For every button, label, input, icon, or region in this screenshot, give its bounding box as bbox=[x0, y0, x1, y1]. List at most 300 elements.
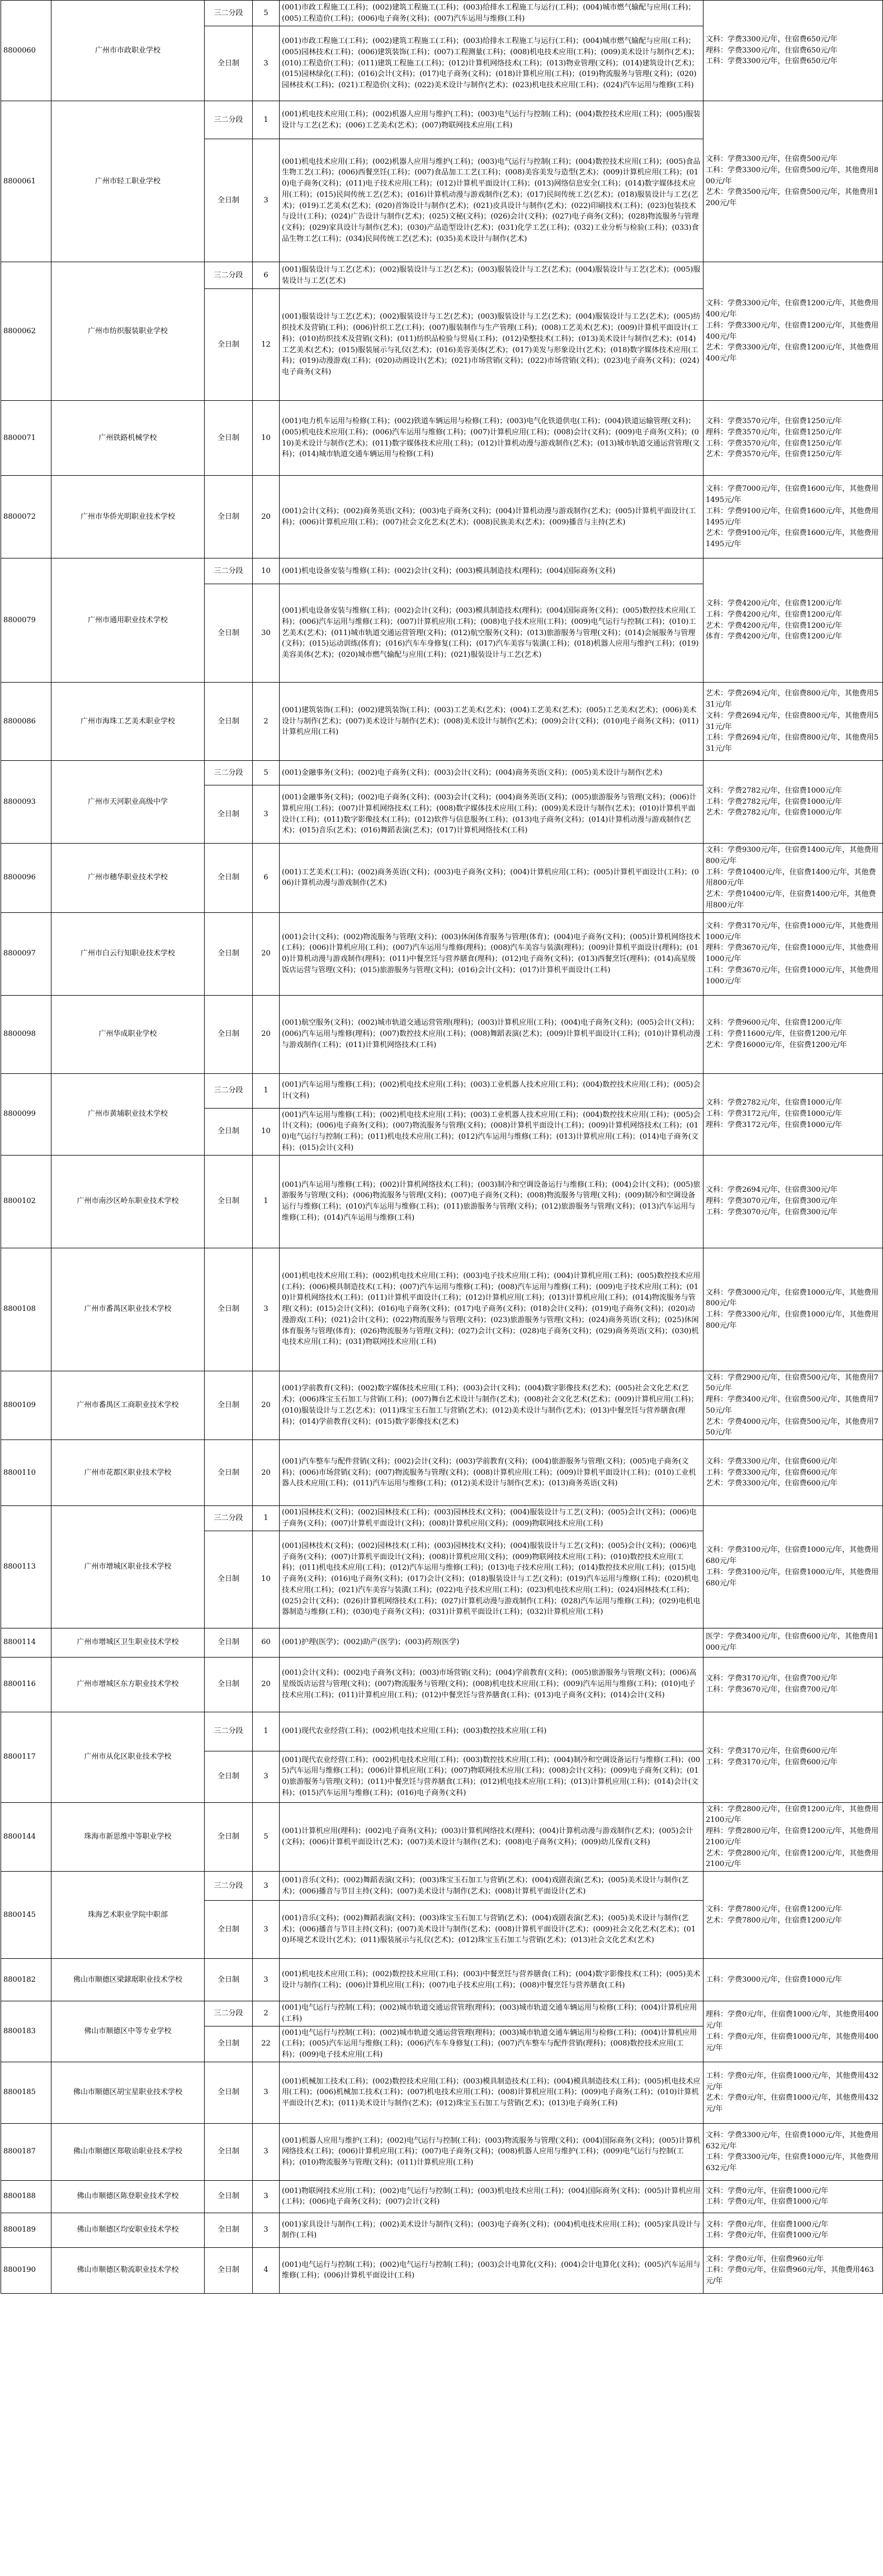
fee-line: 工科：学费3170元/年，住宿费600元/年 bbox=[706, 1758, 838, 1767]
plan-count: 2 bbox=[253, 683, 280, 761]
fee-line: 工科：学费3300元/年，住宿费1200元/年，其他费用400元/年 bbox=[706, 321, 879, 341]
school-code: 8800145 bbox=[1, 1872, 51, 1959]
table-body bbox=[1, 1, 883, 2294]
plan-count: 20 bbox=[253, 1657, 280, 1712]
school-name: 佛山市顺德区勒流职业技术学校 bbox=[51, 2247, 205, 2293]
enrollment-mode: 全日制 bbox=[205, 1901, 253, 1959]
fee-line: 艺术：学费2694元/年，住宿费800元/年，其他费用531元/年 bbox=[706, 689, 879, 709]
school-name: 珠海艺术职业学院中职部 bbox=[51, 1872, 205, 1959]
fee-info bbox=[703, 1712, 883, 1802]
table-row bbox=[1, 995, 883, 1073]
plan-count: 5 bbox=[253, 1802, 280, 1872]
enrollment-mode: 三二分段 bbox=[205, 1073, 253, 1108]
enrollment-mode: 全日制 bbox=[205, 1628, 253, 1657]
enrollment-mode: 全日制 bbox=[205, 2026, 253, 2062]
majors-list: (001)建筑装饰(工科)；(002)建筑装饰(工科)；(003)工艺美术(艺术)；(004)工艺美术(艺术)；(005)工艺美术(艺术)；(006)美术设计与制作(艺术)；(007)美术设计与制作(艺术)；(008)美术设计与制作(艺术)；(009)会计(文科)；(010)电子商务(文科)；(011)计算机应用(工科) bbox=[280, 683, 703, 761]
enrollment-mode: 全日制 bbox=[205, 289, 253, 401]
enrollment-mode: 全日制 bbox=[205, 401, 253, 476]
fee-line: 文科：学费2900元/年，住宿费500元/年，其他费用750元/年 bbox=[706, 1373, 879, 1393]
fee-line: 理科：学费3570元/年，住宿费1250元/年 bbox=[706, 428, 842, 437]
majors-list: (001)机电技术应用(工科)；(002)机器人应用与维护(工科)；(003)电气运行与控制(工科)；(004)数控技术应用(工科)；(005)服装设计与工艺(艺术)；(006)工艺美术(艺术)；(007)物联网技术应用(工科) bbox=[280, 101, 703, 139]
school-code: 8800098 bbox=[1, 995, 51, 1073]
fee-line: 理科：学费3172元/年，住宿费1000元/年 bbox=[706, 1120, 842, 1129]
school-name: 广州市通用职业技术学校 bbox=[51, 558, 205, 683]
fee-info bbox=[703, 262, 883, 401]
enrollment-mode: 三二分段 bbox=[205, 262, 253, 289]
fee-info bbox=[703, 1248, 883, 1371]
school-code: 8800187 bbox=[1, 2123, 51, 2180]
fee-line: 文科：学费3170元/年，住宿费700元/年 bbox=[706, 1674, 838, 1683]
school-code: 8800188 bbox=[1, 2180, 51, 2213]
fee-line: 工科：学费3670元/年，住宿费700元/年 bbox=[706, 1685, 838, 1694]
fee-line: 理科：学费3300元/年，住宿费650元/年 bbox=[706, 46, 838, 55]
school-code: 8800113 bbox=[1, 1506, 51, 1628]
majors-list: (001)金融事务(文科)；(002)电子商务(文科)；(003)会计(文科)；(004)商务英语(文科)；(005)美术设计与制作(艺术) bbox=[280, 761, 703, 785]
majors-list: (001)园林技术(文科)；(002)园林技术(工科)；(003)园林技术(文科)；(004)服装设计与工艺(文科)；(005)会计(文科)；(006)电子商务(文科)；(007)计算机平面设计(文科)；(008)计算机应用(文科)；(009)物联网技术应用(工科)；(010)数控技术应用(工科)；(011)机电技术应用(工科)；(012)汽车运用与维修(工科)；(013)电子技术应用(工科)；(014)数控技术应用(工科)；(015)电子商务(文科)；(016)电子商务(文科)；(017)会计(文科)；(018)服装设计与工艺(文科)；(019)汽车运用与维修(工科)；(020)机电技术应用(工科)；(021)汽车美容与装潢(工科)；(022)电子技术应用(工科)；(023)机电技术应用(工科)；(024)园林技术(工科)；(025)会计(文科)；(026)计算机网络技术(工科)；(027)计算机动漫与游戏制作(工科)；(028)汽车运用与维修(工科)；(029)电机电器制造与维修(工科)；(030)电子商务(文科)；(031)计算机平面设计(工科)；(032)计算机应用(工科) bbox=[280, 1531, 703, 1628]
table-row bbox=[1, 1371, 883, 1440]
fee-line: 工科：学费0元/年，住宿费1000元/年，其他费用400元/年 bbox=[706, 2032, 879, 2052]
table-row bbox=[1, 1, 883, 26]
table-row bbox=[1, 1872, 883, 1901]
school-name: 广州市纺织服装职业学校 bbox=[51, 262, 205, 401]
fee-line: 理科：学费3070元/年，住宿费300元/年 bbox=[706, 1197, 838, 1206]
school-code: 8800109 bbox=[1, 1371, 51, 1440]
majors-list: (001)机电技术应用(工科)；(002)数控技术应用(工科)；(003)中餐烹饪与营养膳食(工科)；(004)数字影像技术(工科)；(005)美术设计与制作(工科)；(006)计算机应用(工科)；(007)电子技术应用(工科)；(008)中餐烹饪与营养膳食(工科) bbox=[280, 1959, 703, 2001]
school-name: 广州市番禺区职业技术学校 bbox=[51, 1248, 205, 1371]
plan-count: 1 bbox=[253, 1073, 280, 1108]
table-row bbox=[1, 1440, 883, 1506]
fee-line: 文科：学费0元/年，住宿费960元/年 bbox=[706, 2255, 824, 2264]
school-code: 8800116 bbox=[1, 1657, 51, 1712]
school-code: 8800071 bbox=[1, 401, 51, 476]
plan-count: 3 bbox=[253, 1959, 280, 2001]
fee-line: 文科：学费3300元/年，住宿费500元/年 bbox=[706, 155, 838, 164]
school-code: 8800185 bbox=[1, 2062, 51, 2123]
fee-line: 医学：学费3400元/年，住宿费600元/年，其他费用1000元/年 bbox=[706, 1632, 879, 1652]
enrollment-mode: 全日制 bbox=[205, 1108, 253, 1155]
fee-line: 艺术：学费3300元/年，住宿费600元/年 bbox=[706, 1479, 838, 1488]
fee-info bbox=[703, 558, 883, 683]
plan-count: 4 bbox=[253, 2247, 280, 2293]
table-row bbox=[1, 1248, 883, 1371]
majors-list: (001)园林技术(文科)；(002)园林技术(工科)；(003)园林技术(文科)；(004)服装设计与工艺(文科)；(005)会计(文科)；(006)电子商务(文科)；(007)计算机平面设计(文科)；(008)计算机应用(文科)；(009)物联网技术应用(工科) bbox=[280, 1506, 703, 1531]
fee-info bbox=[703, 1440, 883, 1506]
school-code: 8800062 bbox=[1, 262, 51, 401]
fee-line: 理科：学费3400元/年，住宿费500元/年，其他费用750元/年 bbox=[706, 1395, 879, 1415]
fee-line: 艺术：学费2782元/年，住宿费1000元/年 bbox=[706, 808, 842, 817]
majors-list: (001)电气运行与控制(工科)；(002)城市轨道交通运营管理(理科)；(003)城市轨道交通车辆运用与检修(工科)；(004)计算机应用(工科) bbox=[280, 2001, 703, 2026]
fee-line: 艺术：学费7800元/年，住宿费1200元/年 bbox=[706, 1916, 842, 1925]
plan-count: 3 bbox=[253, 26, 280, 101]
majors-list: (001)机电设备安装与维修(工科)；(002)会计(文科)；(003)模具制造技术(理科)；(004)国际商务(文科) bbox=[280, 558, 703, 584]
plan-count: 1 bbox=[253, 1155, 280, 1248]
majors-list: (001)音乐(文科)；(002)舞蹈表演(文科)；(003)珠宝玉石加工与营销(艺术)；(004)戏剧表演(艺术)；(005)美术设计与制作(艺术)；(006)播音与节目主持(文科)；(007)美术设计与制作(艺术)；(008)计算机平面设计(艺术) bbox=[280, 1872, 703, 1901]
enrollment-mode: 全日制 bbox=[205, 2213, 253, 2247]
school-code: 8800114 bbox=[1, 1628, 51, 1657]
school-code: 8800072 bbox=[1, 476, 51, 558]
table-row bbox=[1, 2123, 883, 2180]
fee-line: 艺术：学费3300元/年，住宿费1200元/年，其他费用400元/年 bbox=[706, 343, 879, 363]
school-code: 8800086 bbox=[1, 683, 51, 761]
majors-list: (001)市政工程施工(工科)；(002)建筑工程施工(工科)；(003)给排水工程施工与运行(工科)；(004)城市燃气输配与应用(工科)；(005)园林技术(工科)；(006)建筑装饰(工科)；(007)工程测量(工科)；(008)机电技术应用(工科)；(009)美术设计与制作(艺术)；(010)工程造价(工科)；(011)建筑工程施工(工科)；(012)计算机网络技术(工科)；(013)物业管理(文科)；(014)建筑设计(艺术)；(015)园林绿化(工科)；(016)会计(文科)；(017)电子商务(文科)；(018)计算机应用(工科)；(019)物流服务与管理(文科)；(020)园林技术(工科)；(021)工程造价(文科)；(022)美术设计与制作(艺术)；(023)机电技术应用(工科)；(024)汽车运用与维修(工科) bbox=[280, 26, 703, 101]
enrollment-mode: 全日制 bbox=[205, 2123, 253, 2180]
fee-line: 工科：学费0元/年，住宿费1000元/年 bbox=[706, 2198, 829, 2206]
school-code: 8800117 bbox=[1, 1712, 51, 1802]
table-row bbox=[1, 761, 883, 785]
majors-list: (001)汽车运用与维修(工科)；(002)机电技术应用(工科)；(003)工业机器人技术应用(工科)；(004)数控技术应用(工科)；(005)会计(文科) bbox=[280, 1073, 703, 1108]
majors-list: (001)航空服务(文科)；(002)城市轨道交通运营管理(理科)；(003)计算机应用(工科)；(004)电子商务(文科)；(005)会计(文科)；(006)汽车运用与维修(理科)；(007)数控技术应用(工科)；(008)舞蹈表演(艺术)；(009)计算机平面设计(工科)；(010)计算机动漫与游戏制作(工科)；(011)计算机网络技术(工科) bbox=[280, 995, 703, 1073]
school-name: 广州华成职业学校 bbox=[51, 995, 205, 1073]
fee-info bbox=[703, 1657, 883, 1712]
fee-line: 艺术：学费3500元/年，住宿费500元/年，其他费用1200元/年 bbox=[706, 188, 879, 208]
fee-line: 工科：学费3300元/年，住宿费500元/年，其他费用800元/年 bbox=[706, 165, 879, 186]
table-row bbox=[1, 844, 883, 913]
fee-line: 文科：学费3300元/年，住宿费650元/年 bbox=[706, 35, 838, 44]
majors-list: (001)机械加工技术(工科)；(002)数控技术应用(工科)；(003)模具制造技术(工科)；(004)模具制造技术(工科)；(005)机电技术应用(工科)；(006)机械加工技术(工科)；(007)机电技术应用(工科)；(008)计算机应用(工科)；(009)电子商务(工科)；(010)计算机平面设计(艺术)；(011)美术设计与制作(艺术)；(012)珠宝玉石加工与营销(艺术)；(013)电子商务(工科) bbox=[280, 2062, 703, 2123]
fee-line: 文科：学费3300元/年，住宿费1000元/年，其他费用632元/年 bbox=[706, 2130, 879, 2151]
fee-info bbox=[703, 1371, 883, 1440]
enrollment-mode: 全日制 bbox=[205, 584, 253, 683]
majors-list: (001)服装设计与工艺(艺术)；(002)服装设计与工艺(艺术)；(003)服装设计与工艺(艺术)；(004)服装设计与工艺(艺术)；(005)纺织技术及营销(工科)；(006)针织工艺(工科)；(007)服装制作与生产管理(工科)；(008)工艺美术(艺术)；(009)计算机平面设计(工科)；(010)纺织技术及营销(文科)；(011)纺织品检验与贸易(工科)；(012)染整技术(工科)；(013)美术设计与制作(艺术)；(014)工艺美术(艺术)；(015)服装展示与礼仪(艺术)；(016)美容美体(艺术)；(017)美发与形象设计(艺术)；(018)数字媒体技术应用(工科)；(019)动漫游戏(工科)；(020)动画设计(艺术)；(021)市场营销(文科)；(022)市场营销(文科)；(023)电子商务(文科)；(024)电子商务(文科) bbox=[280, 289, 703, 401]
plan-count: 6 bbox=[253, 262, 280, 289]
fee-line: 艺术：学费9100元/年，住宿费1600元/年，其他费用1495元/年 bbox=[706, 529, 879, 548]
plan-count: 12 bbox=[253, 289, 280, 401]
majors-list: (001)学前教育(文科)；(002)数字媒体技术应用(工科)；(003)会计(文科)；(004)数字影像技术(艺术)；(005)社会文化艺术(艺术)；(006)珠宝玉石加工与营销(工科)；(007)舞台艺术设计与制作(艺术)；(008)社会文化艺术(艺术)；(009)计算机应用(工科)；(010)服装设计与工艺(艺术)；(011)珠宝玉石加工与营销(艺术)；(012)美术设计与制作(艺术)；(013)中餐烹饪与营养膳食(理科)；(014)学前教育(文科)；(015)数字影像技术(艺术) bbox=[280, 1371, 703, 1440]
table-row bbox=[1, 1073, 883, 1108]
school-name: 广州市海珠工艺美术职业学校 bbox=[51, 683, 205, 761]
enrollment-mode: 全日制 bbox=[205, 683, 253, 761]
school-code: 8800190 bbox=[1, 2247, 51, 2293]
majors-list: (001)会计(文科)；(002)商务英语(文科)；(003)电子商务(文科)；(004)计算机动漫与游戏制作(艺术)；(005)计算机平面设计(工科)；(006)计算机应用(工科)；(007)社会文化艺术(艺术)；(008)民族美术(艺术)；(009)播音与主持(艺术) bbox=[280, 476, 703, 558]
fee-info bbox=[703, 683, 883, 761]
fee-line: 艺术：学费2800元/年，住宿费1200元/年，其他费用2100元/年 bbox=[706, 1849, 879, 1869]
fee-line: 工科：学费3000元/年，住宿费1000元/年 bbox=[706, 1975, 842, 1984]
enrollment-mode: 三二分段 bbox=[205, 101, 253, 139]
school-name: 佛山市顺德区郑敬诒职业技术学校 bbox=[51, 2123, 205, 2180]
school-name: 珠海市新思维中等职业学校 bbox=[51, 1802, 205, 1872]
fee-line: 艺术：学费16000元/年，住宿费1200元/年 bbox=[706, 1040, 847, 1049]
plan-count: 10 bbox=[253, 1108, 280, 1155]
table-row bbox=[1, 683, 883, 761]
majors-list: (001)电力机车运用与检修(工科)；(002)铁道车辆运用与检修(工科)；(003)电气化铁道供电(工科)；(004)铁道运输管理(文科)；(005)机电技术应用(工科)；(006)汽车运用与维修(工科)；(007)计算机应用(工科)；(008)会计(文科)；(009)电子商务(文科)；(010)美术设计与制作(艺术)；(011)数字媒体技术应用(工科)；(012)计算机动漫与游戏制作(艺术)；(013)城市轨道交通运营管理(文科)；(014)城市轨道交通车辆运用与检修(工科) bbox=[280, 401, 703, 476]
fee-info bbox=[703, 476, 883, 558]
school-code: 8800102 bbox=[1, 1155, 51, 1248]
table-row bbox=[1, 2062, 883, 2123]
fee-line: 工科：学费3070元/年，住宿费300元/年 bbox=[706, 1208, 838, 1216]
plan-count: 10 bbox=[253, 1531, 280, 1628]
majors-list: (001)机器人应用与维护(工科)；(002)电气运行与控制(工科)；(003)物流服务与管理(文科)；(004)国际商务(文科)；(005)计算机网络技术(工科)；(006)计算机应用(工科)；(007)电子商务(文科)；(008)机器人应用与维护(工科)；(009)电气运行与控制(工科)；(010)物流服务与管理(文科)；(011)计算机应用(工科) bbox=[280, 2123, 703, 2180]
fee-info bbox=[703, 401, 883, 476]
fee-info bbox=[703, 2180, 883, 2213]
fee-line: 工科：学费2782元/年，住宿费1000元/年 bbox=[706, 797, 842, 806]
school-code: 8800182 bbox=[1, 1959, 51, 2001]
fee-line: 理科：学费2800元/年，住宿费1200元/年，其他费用2100元/年 bbox=[706, 1827, 879, 1846]
plan-count: 3 bbox=[253, 2180, 280, 2213]
majors-list: (001)物联网技术应用(工科)；(002)电气运行与控制(工科)；(003)机电技术应用(工科)；(004)国际商务(文科)；(005)计算机应用(工科)；(006)电子商务(文科)；(007)会计(文科) bbox=[280, 2180, 703, 2213]
table-row bbox=[1, 1155, 883, 1248]
fee-info bbox=[703, 2062, 883, 2123]
enrollment-mode: 全日制 bbox=[205, 2180, 253, 2213]
fee-line: 文科：学费3170元/年，住宿费600元/年 bbox=[706, 1747, 838, 1756]
school-code: 8800144 bbox=[1, 1802, 51, 1872]
fee-info bbox=[703, 995, 883, 1073]
fee-line: 工科：学费3670元/年，住宿费1000元/年，其他费用1000元/年 bbox=[706, 965, 879, 986]
school-code: 8800099 bbox=[1, 1073, 51, 1155]
enrollment-mode: 全日制 bbox=[205, 1248, 253, 1371]
plan-count: 3 bbox=[253, 2213, 280, 2247]
enrollment-mode: 全日制 bbox=[205, 785, 253, 844]
fee-line: 工科：学费3570元/年，住宿费1250元/年 bbox=[706, 439, 842, 448]
school-code: 8800110 bbox=[1, 1440, 51, 1506]
school-name: 广州市番禺区工商职业技术学校 bbox=[51, 1371, 205, 1440]
plan-count: 3 bbox=[253, 2123, 280, 2180]
fee-line: 文科：学费2800元/年，住宿费1200元/年，其他费用2100元/年 bbox=[706, 1805, 879, 1825]
fee-info bbox=[703, 1872, 883, 1959]
plan-count: 20 bbox=[253, 912, 280, 995]
majors-list: (001)汽车运用与维修(工科)；(002)计算机网络技术(工科)；(003)制冷和空调设备运行与维修(工科)；(004)会计(文科)；(005)旅游服务与管理(文科)；(006)物流服务与管理(文科)；(007)电子商务(文科)；(008)物流服务与管理(文科)；(009)制冷和空调设备运行与维修(工科)；(010)汽车运用与维修(工科)；(011)旅游服务与管理(文科)；(012)旅游服务与管理(文科)；(013)汽车运用与维修(工科)；(014)汽车运用与维修(工科) bbox=[280, 1155, 703, 1248]
enrollment-mode: 三二分段 bbox=[205, 1506, 253, 1531]
majors-list: (001)电气运行与控制(工科)；(002)城市轨道交通运营管理(理科)；(003)城市轨道交通车辆运用与检修(工科)；(004)计算机应用(工科)；(005)汽车运用与维修(工科)；(006)汽车车身修复(工科)；(007)汽车整车与配件营销(理科)；(008)数控技术应用(工科)；(009)电子技术应用(工科) bbox=[280, 2026, 703, 2062]
plan-count: 6 bbox=[253, 844, 280, 913]
enrollment-mode: 全日制 bbox=[205, 1959, 253, 2001]
fee-line: 文科：学费3170元/年，住宿费1000元/年，其他费用1000元/年 bbox=[706, 921, 879, 941]
fee-line: 文科：学费0元/年，住宿费1000元/年 bbox=[706, 2186, 829, 2195]
plan-count: 3 bbox=[253, 139, 280, 262]
school-name: 广州市天河职业高级中学 bbox=[51, 761, 205, 844]
enrollment-mode: 三二分段 bbox=[205, 1, 253, 26]
school-name: 广州市华侨光明职业技术学校 bbox=[51, 476, 205, 558]
enrollment-mode: 全日制 bbox=[205, 912, 253, 995]
majors-list: (001)会计(文科)；(002)物流服务与管理(文科)；(003)休闲体育服务与管理(体育)；(004)电子商务(文科)；(005)计算机网络技术(工科)；(006)计算机应用(工科)；(007)汽车运用与维修(理科)；(008)汽车美容与装潢(理科)；(009)计算机平面设计(理科)；(010)计算机动漫与游戏制作(理科)；(011)中餐烹饪与营养膳食(理科)；(012)电子商务(文科)；(013)西餐烹饪(理科)；(014)高星级饭店运营与管理(文科)；(015)旅游服务与管理(文科)；(016)会计(文科)；(017)计算机平面设计(工科) bbox=[280, 912, 703, 995]
plan-count: 1 bbox=[253, 101, 280, 139]
school-name: 广州市南沙区岭东职业技术学校 bbox=[51, 1155, 205, 1248]
fee-line: 工科：学费0元/年，住宿费1000元/年，其他费用432元/年 bbox=[706, 2071, 879, 2091]
enrollment-mode: 全日制 bbox=[205, 1802, 253, 1872]
majors-list: (001)工艺美术(工科)；(002)商务英语(文科)；(003)电子商务(文科)；(004)计算机应用(工科)；(005)计算机平面设计(工科)；(006)计算机动漫与游戏制作(艺术) bbox=[280, 844, 703, 913]
school-name: 广州市增城区职业技术学校 bbox=[51, 1506, 205, 1628]
table-row bbox=[1, 2247, 883, 2293]
table-row bbox=[1, 2001, 883, 2026]
majors-list: (001)现代农业经营(工科)；(002)机电技术应用(工科)；(003)数控技术应用(工科) bbox=[280, 1712, 703, 1751]
enrollment-mode: 全日制 bbox=[205, 1440, 253, 1506]
fee-line: 文科：学费0元/年，住宿费1000元/年 bbox=[706, 2220, 829, 2229]
majors-list: (001)家具设计与制作(工科)；(002)美术设计与制作(文科)；(003)电子商务(文科)；(004)机电技术应用(工科)；(005)家具设计与制作(工科) bbox=[280, 2213, 703, 2247]
fee-info bbox=[703, 1506, 883, 1628]
fee-line: 工科：学费11600元/年，住宿费1200元/年 bbox=[706, 1030, 847, 1039]
majors-list: (001)服装设计与工艺(艺术)；(002)服装设计与工艺(艺术)；(003)服装设计与工艺(艺术)；(004)服装设计与工艺(艺术)；(005)服装设计与工艺(艺术) bbox=[280, 262, 703, 289]
table-row bbox=[1, 1506, 883, 1531]
plan-count: 10 bbox=[253, 401, 280, 476]
school-name: 广州市增城区东方职业技术学校 bbox=[51, 1657, 205, 1712]
fee-info bbox=[703, 912, 883, 995]
enrollment-mode: 全日制 bbox=[205, 844, 253, 913]
enrollment-mode: 三二分段 bbox=[205, 1872, 253, 1901]
fee-line: 工科：学费3300元/年，住宿费600元/年 bbox=[706, 1468, 838, 1477]
table-row bbox=[1, 476, 883, 558]
majors-list: (001)会计(文科)；(002)电子商务(文科)；(003)市场营销(文科)；(004)学前教育(文科)；(005)旅游服务与管理(文科)；(006)高星级饭店运营与管理(文科)；(007)物流服务与管理(文科)；(008)机电技术应用(工科)；(009)汽车运用与维修(工科)；(010)电子技术应用(工科)；(011)计算机应用(工科)；(012)中餐烹饪与营养膳食(工科)；(013)电子商务(文科)；(014)会计(文科) bbox=[280, 1657, 703, 1712]
school-name: 佛山市顺德区均安职业技术学校 bbox=[51, 2213, 205, 2247]
fee-line: 文科：学费7800元/年，住宿费1200元/年 bbox=[706, 1905, 842, 1914]
fee-line: 艺术：学费10400元/年，住宿费1400元/年，其他费用800元/年 bbox=[706, 890, 876, 910]
school-code: 8800183 bbox=[1, 2001, 51, 2062]
enrollment-mode: 全日制 bbox=[205, 476, 253, 558]
enrollment-mode: 全日制 bbox=[205, 1371, 253, 1440]
plan-count: 1 bbox=[253, 1506, 280, 1531]
fee-info bbox=[703, 1628, 883, 1657]
fee-line: 文科：学费3100元/年，住宿费1000元/年，其他费用680元/年 bbox=[706, 1546, 879, 1565]
majors-list: (001)汽车运用与维修(工科)；(002)机电技术应用(工科)；(003)工业机器人技术应用(工科)；(004)数控技术应用(工科)；(005)会计(文科)；(006)电子商务(文科)；(007)物流服务与管理(文科)；(008)计算机平面设计(工科)；(009)计算机网络技术(工科)；(010)电气运行与控制(工科)；(011)机电技术应用(工科)；(012)汽车运用与维修(工科)；(013)计算机应用(工科)；(014)电子商务(文科)；(015)会计(文科) bbox=[280, 1108, 703, 1155]
school-name: 广州市白云行知职业技术学校 bbox=[51, 912, 205, 995]
school-code: 8800096 bbox=[1, 844, 51, 913]
fee-line: 文科：学费3300元/年，住宿费1200元/年，其他费用400元/年 bbox=[706, 299, 879, 319]
plan-count: 2 bbox=[253, 2001, 280, 2026]
fee-info bbox=[703, 1959, 883, 2001]
school-code: 8800097 bbox=[1, 912, 51, 995]
fee-line: 体育：学费4200元/年，住宿费1200元/年 bbox=[706, 632, 842, 641]
plan-count: 5 bbox=[253, 761, 280, 785]
fee-line: 文科：学费3570元/年，住宿费1250元/年 bbox=[706, 417, 842, 425]
enrollment-mode: 全日制 bbox=[205, 2247, 253, 2293]
school-code: 8800108 bbox=[1, 1248, 51, 1371]
fee-line: 工科：学费3300元/年，住宿费1000元/年，其他费用632元/年 bbox=[706, 2153, 879, 2172]
enrollment-mode: 三二分段 bbox=[205, 558, 253, 584]
table-row bbox=[1, 1712, 883, 1751]
school-name: 广州市增城区卫生职业技术学校 bbox=[51, 1628, 205, 1657]
enrollment-mode: 全日制 bbox=[205, 1657, 253, 1712]
table-row bbox=[1, 401, 883, 476]
plan-count: 5 bbox=[253, 1, 280, 26]
majors-list: (001)金融事务(文科)；(002)电子商务(文科)；(003)会计(文科)；(004)商务英语(文科)；(005)旅游服务与管理(文科)；(006)计算机应用(工科)；(007)计算机网络技术(工科)；(008)数字媒体技术应用(工科)；(009)美术设计与制作(艺术)；(010)计算机平面设计(工科)；(011)数字影像技术(工科)；(012)软件与信息服务(工科)；(013)电子商务(文科)；(014)计算机动漫与游戏制作(艺术)；(015)音乐(艺术)；(016)舞蹈表演(艺术)；(017)计算机网络技术(工科) bbox=[280, 785, 703, 844]
enrollment-mode: 全日制 bbox=[205, 1155, 253, 1248]
plan-count: 22 bbox=[253, 2026, 280, 2062]
majors-list: (001)市政工程施工(工科)；(002)建筑工程施工(工科)；(003)给排水工程施工与运行(工科)；(004)城市燃气输配与应用(工科)；(005)工程造价(工科)；(006)电子商务(文科)；(007)汽车运用与维修(工科) bbox=[280, 1, 703, 26]
enrollment-mode: 三二分段 bbox=[205, 2001, 253, 2026]
enrollment-mode: 全日制 bbox=[205, 1751, 253, 1802]
fee-line: 理科：学费3670元/年，住宿费1000元/年，其他费用1000元/年 bbox=[706, 944, 879, 963]
majors-list: (001)计算机应用(理科)；(002)电子商务(文科)；(003)计算机网络技术(理科)；(004)计算机动漫与游戏制作(艺术)；(005)会计(文科)；(006)计算机平面设计(艺术)；(007)美术设计与制作(艺术)；(008)电子商务(文科)；(009)幼儿保育(文科) bbox=[280, 1802, 703, 1872]
fee-line: 工科：学费3300元/年，住宿费650元/年 bbox=[706, 57, 838, 66]
admissions-table bbox=[1, 0, 883, 2294]
table-row bbox=[1, 558, 883, 584]
table-row bbox=[1, 101, 883, 139]
table-row bbox=[1, 912, 883, 995]
school-name: 佛山市顺德区中等专业学校 bbox=[51, 2001, 205, 2062]
school-name: 广州市轻工职业学校 bbox=[51, 101, 205, 262]
enrollment-mode: 全日制 bbox=[205, 1531, 253, 1628]
fee-info bbox=[703, 2001, 883, 2062]
fee-line: 理科：学费0元/年，住宿费1000元/年，其他费用400元/年 bbox=[706, 2010, 879, 2030]
fee-info bbox=[703, 2213, 883, 2247]
fee-line: 艺术：学费0元/年，住宿费1000元/年，其他费用432元/年 bbox=[706, 2094, 879, 2113]
plan-count: 3 bbox=[253, 1872, 280, 1901]
fee-line: 文科：学费2694元/年，住宿费300元/年 bbox=[706, 1186, 838, 1195]
fee-info bbox=[703, 1155, 883, 1248]
school-name: 佛山市顺德区胡宝星职业技术学校 bbox=[51, 2062, 205, 2123]
fee-line: 艺术：学费3570元/年，住宿费1250元/年 bbox=[706, 450, 842, 459]
fee-info bbox=[703, 761, 883, 844]
school-name: 广州市黄埔职业技术学校 bbox=[51, 1073, 205, 1155]
plan-count: 20 bbox=[253, 1440, 280, 1506]
fee-line: 文科：学费3000元/年，住宿费1000元/年，其他费用800元/年 bbox=[706, 1288, 879, 1308]
fee-line: 文科：学费2782元/年，住宿费1000元/年 bbox=[706, 1098, 842, 1107]
enrollment-mode: 三二分段 bbox=[205, 761, 253, 785]
fee-line: 文科：学费2694元/年，住宿费800元/年，其他费用531元/年 bbox=[706, 711, 879, 731]
majors-list: (001)机电技术应用(工科)；(002)机电技术应用(工科)；(003)电子技术应用(工科)；(004)计算机应用(工科)；(005)数控技术应用(工科)；(006)模具制造技术(工科)；(007)汽车运用与维修(工科)；(008)汽车运用与维修(工科)；(009)电子技术应用(工科)；(010)计算机网络技术(工科)；(011)计算机平面设计(工科)；(012)计算机应用(工科)；(013)计算机应用(工科)；(014)物流服务与管理(文科)；(015)会计(文科)；(016)电子商务(文科)；(017)电子商务(文科)；(018)会计(文科)；(019)电子商务(文科)；(020)动漫游戏(工科)；(021)会计(文科)；(022)物流服务与管理(文科)；(023)旅游服务与管理(文科)；(024)商务英语(文科)；(025)休闲体育服务与管理(体育)；(026)物流服务与管理(文科)；(027)会计(文科)；(028)电子商务(文科)；(029)商务英语(文科)；(030)机电技术应用(工科)；(031)物联网技术应用(工科) bbox=[280, 1248, 703, 1371]
fee-info bbox=[703, 2247, 883, 2293]
fee-info bbox=[703, 1073, 883, 1155]
table-row bbox=[1, 1628, 883, 1657]
fee-line: 工科：学费3172元/年，住宿费1000元/年 bbox=[706, 1110, 842, 1119]
fee-line: 文科：学费7000元/年，住宿费1600元/年，其他费用1495元/年 bbox=[706, 485, 879, 504]
majors-list: (001)汽车整车与配件营销(文科)；(002)会计(文科)；(003)学前教育(文科)；(004)旅游服务与管理(文科)；(005)电子商务(文科)；(006)市场营销(文科)；(007)物流服务与管理(文科)；(008)计算机应用(工科)；(009)计算机平面设计(工科)；(010)工业机器人技术应用(工科)；(011)汽车运用与维修(工科)；(012)美术设计与制作(艺术)；(013)商务英语(文科) bbox=[280, 1440, 703, 1506]
plan-count: 3 bbox=[253, 1248, 280, 1371]
enrollment-mode: 全日制 bbox=[205, 139, 253, 262]
majors-list: (001)护理(医学)；(002)助产(医学)；(003)药剂(医学) bbox=[280, 1628, 703, 1657]
fee-info bbox=[703, 1802, 883, 1872]
table-row bbox=[1, 1657, 883, 1712]
school-code: 8800189 bbox=[1, 2213, 51, 2247]
plan-count: 10 bbox=[253, 558, 280, 584]
school-code: 8800061 bbox=[1, 101, 51, 262]
fee-line: 工科：学费3100元/年，住宿费1000元/年，其他费用680元/年 bbox=[706, 1568, 879, 1588]
plan-count: 3 bbox=[253, 785, 280, 844]
fee-info bbox=[703, 1, 883, 101]
enrollment-mode: 全日制 bbox=[205, 26, 253, 101]
fee-line: 文科：学费2782元/年，住宿费1000元/年 bbox=[706, 786, 842, 795]
school-code: 8800093 bbox=[1, 761, 51, 844]
plan-count: 20 bbox=[253, 476, 280, 558]
fee-line: 工科：学费2694元/年，住宿费800元/年，其他费用531元/年 bbox=[706, 733, 879, 753]
plan-count: 3 bbox=[253, 1751, 280, 1802]
table-row bbox=[1, 2213, 883, 2247]
majors-list: (001)音乐(文科)；(002)舞蹈表演(文科)；(003)珠宝玉石加工与营销(艺术)；(004)戏剧表演(艺术)；(005)美术设计与制作(艺术)；(006)播音与节目主持(文科)；(007)美术设计与制作(艺术)；(008)计算机平面设计(艺术)；(009)社会文化艺术(艺术)；(010)环境艺术设计(艺术)；(011)服装展示与礼仪(艺术)；(012)珠宝玉石加工与营销(艺术)；(013)社会文化艺术(艺术) bbox=[280, 1901, 703, 1959]
majors-list: (001)现代农业经营(工科)；(002)机电技术应用(工科)；(003)数控技术应用(工科)；(004)制冷和空调设备运行与维修(工科)；(005)汽车运用与维修(工科)；(006)计算机应用(工科)；(007)物联网技术应用(工科)；(008)会计(文科)；(009)电子商务(文科)；(010)旅游服务与管理(文科)；(011)中餐烹饪与营养膳食(工科)；(012)机电技术应用(工科)；(013)计算机应用(工科)；(014)会计(文科)；(015)汽车运用与维修(工科)；(016)电子商务(文科) bbox=[280, 1751, 703, 1802]
enrollment-mode: 全日制 bbox=[205, 995, 253, 1073]
fee-info bbox=[703, 101, 883, 262]
table-row bbox=[1, 1959, 883, 2001]
majors-list: (001)电气运行与控制(工科)；(002)电气运行与控制(工科)；(003)会计电算化(文科)；(004)会计电算化(文科)；(005)汽车运用与维修(工科)；(006)计算机平面设计(工科) bbox=[280, 2247, 703, 2293]
fee-line: 工科：学费3300元/年，住宿费1000元/年，其他费用800元/年 bbox=[706, 1310, 879, 1330]
school-name: 广州铁路机械学校 bbox=[51, 401, 205, 476]
plan-count: 20 bbox=[253, 995, 280, 1073]
fee-line: 工科：学费0元/年，住宿费960元/年，其他费用463元/年 bbox=[706, 2266, 874, 2286]
school-name: 广州市从化区职业技术学校 bbox=[51, 1712, 205, 1802]
majors-list: (001)机电设备安装与维修(工科)；(002)会计(文科)；(003)模具制造技术(理科)；(004)国际商务(文科)；(005)数控技术应用(工科)；(006)汽车运用与维修(工科)；(007)计算机应用(工科)；(008)电子技术应用(工科)；(009)电气运行与控制(工科)；(010)工艺美术(艺术)；(011)城市轨道交通运营管理(文科)；(012)航空服务(文科)；(013)旅游服务与管理(文科)；(014)会展服务与管理(文科)；(015)运动训练(体育)；(016)汽车车身修复(工科)；(017)汽车美容与装潢(工科)；(018)机器人应用与维护(工科)；(019)美容美体(艺术)；(020)城市燃气输配与应用(工科)；(021)服装设计与工艺(艺术) bbox=[280, 584, 703, 683]
fee-line: 工科：学费10400元/年，住宿费1400元/年，其他费用800元/年 bbox=[706, 868, 876, 888]
fee-line: 工科：学费0元/年，住宿费1000元/年 bbox=[706, 2231, 829, 2240]
table-row bbox=[1, 1802, 883, 1872]
school-name: 广州市花都区职业技术学校 bbox=[51, 1440, 205, 1506]
table-row bbox=[1, 262, 883, 289]
fee-line: 文科：学费9300元/年，住宿费1400元/年，其他费用800元/年 bbox=[706, 846, 879, 865]
plan-count: 20 bbox=[253, 1371, 280, 1440]
fee-line: 文科：学费3300元/年，住宿费600元/年 bbox=[706, 1457, 838, 1466]
fee-line: 文科：学费4200元/年，住宿费1200元/年 bbox=[706, 599, 842, 608]
plan-count: 1 bbox=[253, 1712, 280, 1751]
plan-count: 30 bbox=[253, 584, 280, 683]
fee-line: 工科：学费9100元/年，住宿费1600元/年，其他费用1495元/年 bbox=[706, 506, 879, 527]
school-name: 广州市穗华职业技术学校 bbox=[51, 844, 205, 913]
fee-line: 工科：学费4200元/年，住宿费1200元/年 bbox=[706, 610, 842, 619]
school-name: 佛山市顺德区梁銶琚职业技术学校 bbox=[51, 1959, 205, 2001]
table-row bbox=[1, 2180, 883, 2213]
enrollment-mode: 三二分段 bbox=[205, 1712, 253, 1751]
school-code: 8800079 bbox=[1, 558, 51, 683]
fee-info bbox=[703, 844, 883, 913]
fee-line: 文科：学费9600元/年，住宿费1200元/年 bbox=[706, 1019, 842, 1027]
fee-info bbox=[703, 2123, 883, 2180]
fee-line: 艺术：学费4200元/年，住宿费1200元/年 bbox=[706, 621, 842, 630]
